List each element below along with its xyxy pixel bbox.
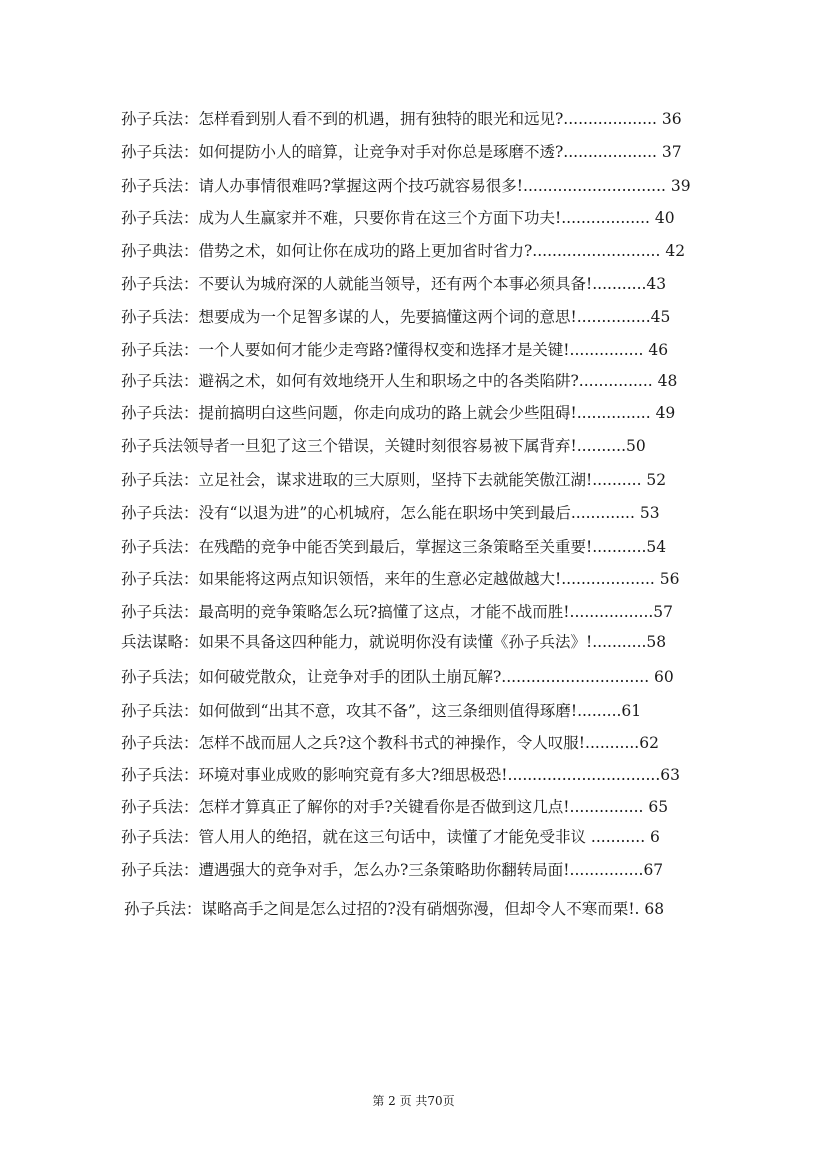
toc-entry[interactable]: 孙子兵法：最高明的竞争策略怎么玩?搞懂了这点，才能不战而胜!.................57: [121, 603, 674, 621]
toc-entry[interactable]: 孙子兵法：一个人要如何才能少走弯路?懂得权变和选择才是关键!............... 46: [121, 341, 669, 359]
toc-entry[interactable]: 孙子兵法：管人用人的绝招，就在这三句话中，读懂了才能免受非议 ........... 6: [121, 828, 660, 846]
toc-entry[interactable]: 孙子兵法：如何做到“出其不意，攻其不备”，这三条细则值得琢磨!.........61: [121, 702, 642, 720]
toc-entry[interactable]: 孙子典法：借势之术，如何让你在成功的路上更加省时省力?.......................... 42: [121, 242, 686, 260]
toc-entry[interactable]: 孙子兵法领导者一旦犯了这三个错误，关键时刻很容易被下属背弃!..........50: [121, 437, 646, 455]
toc-entry[interactable]: 孙子兵法：提前搞明白这些问题，你走向成功的路上就会少些阻碍!............... 49: [121, 404, 676, 422]
toc-entry[interactable]: 孙子兵法：怎样才算真正了解你的对手?关键看你是否做到这几点!............... 65: [121, 798, 669, 816]
toc-entry[interactable]: 孙子兵法：谋略高手之间是怎么过招的?没有硝烟弥漫，但却令人不寒而栗!. 68: [124, 900, 665, 918]
toc-entry[interactable]: 孙子兵法；如何破党散众，让竞争对手的团队土崩瓦解?.............................. 60: [121, 668, 674, 686]
toc-entry[interactable]: 孙子兵法：如果能将这两点知识领悟，来年的生意必定越做越大!................... 56: [121, 570, 680, 588]
toc-entry[interactable]: 孙子兵法：成为人生赢家并不难，只要你肯在这三个方面下功夫!.................. 40: [121, 209, 675, 227]
toc-entry[interactable]: 孙子兵法：避祸之术，如何有效地绕开人生和职场之中的各类陷阱?............... 48: [121, 372, 678, 390]
toc-entry[interactable]: 孙子兵法：想要成为一个足智多谋的人，先要搞懂这两个词的意思!...............45: [121, 308, 671, 326]
toc-entry[interactable]: 孙子兵法：立足社会，谋求进取的三大原则，坚持下去就能笑傲江湖!.......... 52: [121, 471, 667, 489]
toc-entry[interactable]: 孙子兵法：如何提防小人的暗算，让竞争对手对你总是琢磨不透?................... 37: [121, 143, 682, 161]
toc-entry[interactable]: 孙子兵法：请人办事情很难吗?掌握这两个技巧就容易很多!............................. 39: [121, 177, 691, 195]
toc-entry[interactable]: 孙子兵法：不要认为城府深的人就能当领导，还有两个本事必须具备!...........43: [121, 275, 667, 293]
toc-entry[interactable]: 孙子兵法：怎样看到别人看不到的机遇，拥有独特的眼光和远见?................... 36: [121, 110, 682, 128]
toc-entry[interactable]: 孙子兵法：遭遇强大的竞争对手，怎么办?三条策略助你翻转局面!...............67: [121, 861, 664, 879]
toc-entry[interactable]: 兵法谋略：如果不具备这四种能力，就说明你没有读懂《孙子兵法》!...........58: [121, 633, 667, 651]
toc-entry[interactable]: 孙子兵法：没有“以退为进”的心机城府，怎么能在职场中笑到最后............. 53: [121, 504, 660, 522]
toc-entry[interactable]: 孙子兵法：在残酷的竞争中能否笑到最后，掌握这三条策略至关重要!...........54: [121, 538, 667, 556]
page-number-footer: 第 2 页 共70页: [372, 1094, 455, 1108]
toc-entry[interactable]: 孙子兵法：怎样不战而屈人之兵?这个教科书式的神操作，令人叹服!...........62: [121, 734, 659, 752]
toc-entry[interactable]: 孙子兵法：环境对事业成败的影响究竟有多大?细思极恐!...............................63: [121, 766, 681, 784]
